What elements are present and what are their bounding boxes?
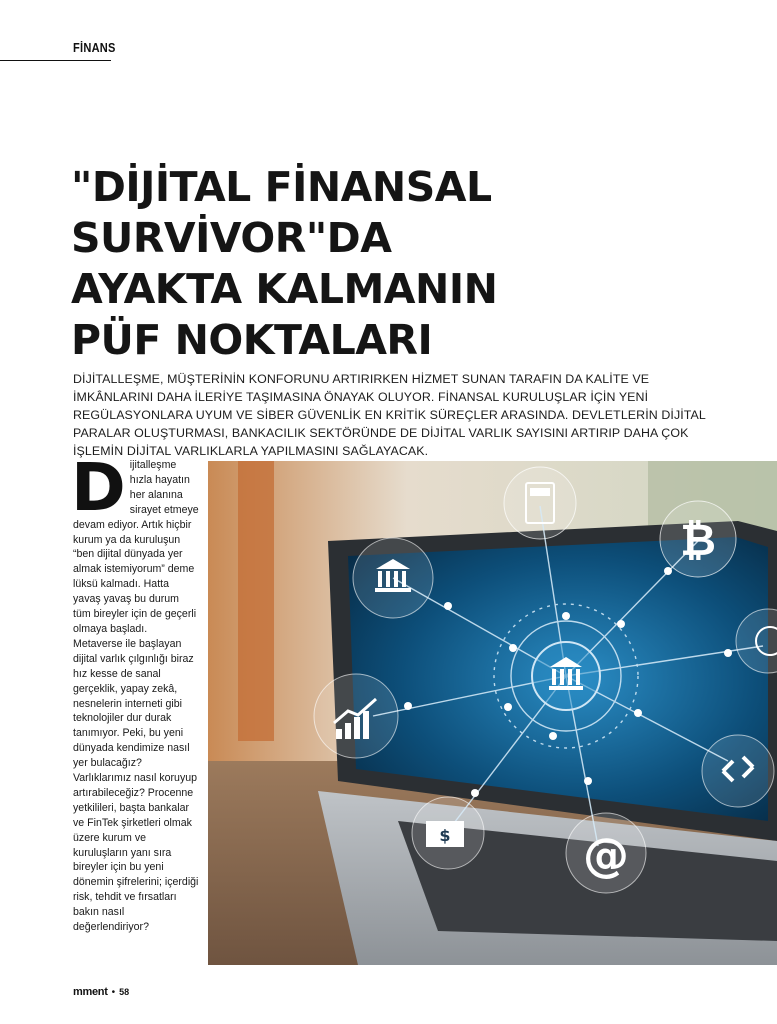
deck: DİJİTALLEŞME, MÜŞTERİNİN KONFORUNU ARTIRIRKEN HİZMET SUNAN TARAFIN DA KALİTE VE İMKÂNLARINI DAHA İLERİYE TAŞIMASINA ÖNAYAK OLUYOR. FİNANSAL KURULUŞLAR İÇİN YENİ REGÜLASYONLARA UYUM VE SİBER GÜVENLİK EN KRİTİK SÜREÇLER ARASINDA. DEVLETLERİN DİJİTAL PARALAR OLUŞTURMASI, BANKACILIK SEKTÖRÜNDE DE DİJİTAL VARLIK SAYISINI ARTIRIP DAHA ÇOK İŞLEMİN DİJİTAL VARLIKLARLA YAPILMASINI SAĞLAYACAK.: [73, 372, 706, 458]
headline-line: SURVİVOR"DA: [71, 214, 392, 262]
center-bank-icon: [532, 642, 600, 710]
hero-image: [208, 461, 777, 965]
bank-icon: [353, 538, 433, 618]
svg-text:@: @: [583, 828, 629, 882]
calculator-icon: [504, 467, 576, 539]
exchange-arrows-icon: [702, 735, 774, 807]
section-rule: [0, 60, 111, 61]
at-sign-icon: [566, 813, 646, 893]
magazine-logo: mment: [73, 986, 108, 998]
dollar-bill-icon: [412, 797, 484, 869]
body-column: [71, 449, 199, 935]
headline-line: "DİJİTAL FİNANSAL: [71, 163, 492, 211]
headline-line: PÜF NOKTALARI: [71, 316, 433, 364]
headline: [71, 162, 711, 366]
svg-text:₿: ₿: [680, 515, 716, 566]
growth-chart-icon: [314, 674, 398, 758]
body-text: ijitalleşme hızla hayatın her alanına sirayet etmeye devam ediyor. Artık hiçbir kurum ya da kuruluşun “ben dijital dünyada yer almak istemiyorum” deme lüksü kalmadı. Hatta yavaş yavaş bu durum tüm bireyler için de geçerli olmaya başladı. Metaverse ile başlayan dijital varlık çılgınlığı biraz hız kesse de sanal gerçeklik, yapay zekâ, nesnelerin interneti gibi teknolojiler dur durak tanımıyor. Peki, bu yeni dünyada kendimize nasıl yer bulacağız? Varlıklarımız nasıl koruyup artırabileceğiz? Procenne yetkilileri, başta bankalar ve FinTek şirketleri olmak üzere kurum ve kuruluşların yanı sıra bireyler için bu yeni dönemin şifrelerini; içerdiği risk, tehdit ve fırsatları bakın nasıl değerlendiriyor?: [73, 459, 199, 934]
bitcoin-icon: [660, 501, 736, 577]
footer-separator: •: [111, 986, 116, 998]
dropcap: D: [71, 449, 126, 526]
footer: [73, 986, 129, 998]
section-label: FİNANS: [73, 40, 116, 55]
page-number: 58: [119, 987, 130, 997]
headline-line: AYAKTA KALMANIN: [71, 265, 498, 313]
svg-text:$: $: [439, 826, 451, 845]
